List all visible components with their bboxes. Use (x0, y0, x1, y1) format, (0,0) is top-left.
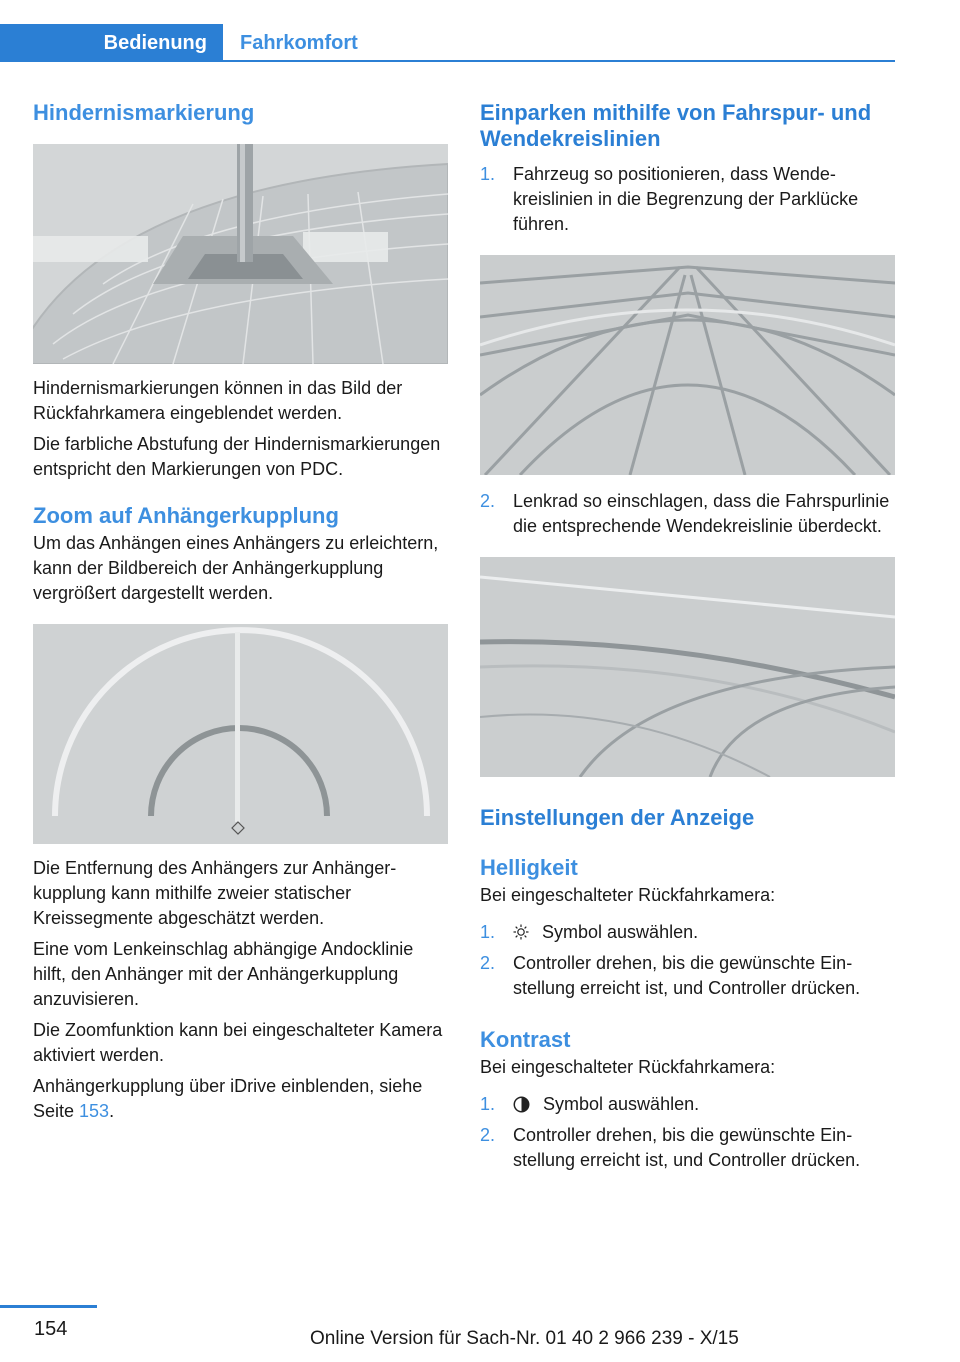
list-item (480, 951, 895, 1001)
paragraph (33, 1074, 448, 1124)
step-text: Fahrzeug so positionieren, dass Wendekreislinien in die Begrenzung der Parklücke führen. (513, 164, 859, 234)
page-number: 154 (34, 1318, 68, 1340)
steps-list (480, 162, 895, 237)
steps-list (480, 1092, 895, 1173)
paragraph: Die Zoomfunktion kann bei eingeschalteter Kamera aktiviert werden. (33, 1020, 443, 1065)
step-text: Controller drehen, bis die gewünschte Einstellung erreicht ist, und Controller drücken. (513, 1125, 861, 1170)
paragraph-text: Anhängerkupplung über iDrive einblenden, siehe Seite (33, 1076, 423, 1121)
steps-list (480, 489, 895, 539)
header-bar (0, 0, 895, 62)
parking-lines-image-2 (480, 557, 895, 777)
step-number: 2. (480, 953, 496, 973)
paragraph: Eine vom Lenkeinschlag abhängige Andocklinie hilft, den Anhänger mit der Anhängerkupplung anzuvisieren. (33, 939, 414, 1009)
contrast-icon (513, 1096, 530, 1113)
paragraph: Die farbliche Abstufung der Hindernismarkierungen entspricht den Markierungen von PDC. (33, 434, 441, 479)
list-item (480, 489, 895, 539)
step-text: Lenkrad so einschlagen, dass die Fahrspurlinie die entsprechende Wendekreislinie überdeckt. (513, 491, 890, 536)
list-item (480, 162, 895, 237)
paragraph: Hindernismarkierungen können in das Bild der Rückfahrkamera eingeblendet werden. (33, 378, 403, 423)
section-title-einparken: Einparken mithilfe von Fahrspur- und Wendekreislinien (480, 100, 872, 151)
footer-divider (0, 1305, 97, 1308)
step-number: 2. (480, 491, 496, 511)
tab-bedienung[interactable]: Bedienung (0, 24, 223, 62)
steps-list (480, 920, 895, 1001)
paragraph-text: . (109, 1101, 115, 1121)
list-item (480, 1123, 895, 1173)
step-text: Controller drehen, bis die gewünschte Einstellung erreicht ist, und Controller drücken. (513, 953, 861, 998)
tab-fahrkomfort[interactable]: Fahrkomfort (240, 31, 358, 54)
step-number: 1. (480, 164, 496, 184)
step-number: 1. (480, 922, 496, 942)
section-title-einstellungen: Einstellungen der Anzeige (480, 805, 755, 830)
step-number: 2. (480, 1125, 496, 1145)
header-divider (0, 60, 895, 62)
step-text: Symbol auswählen. (542, 922, 699, 942)
subsection-title-helligkeit: Helligkeit (480, 855, 578, 880)
step-text: Symbol auswählen. (543, 1094, 700, 1114)
subsection-title-kontrast: Kontrast (480, 1027, 571, 1052)
step-number: 1. (480, 1094, 496, 1114)
paragraph: Bei eingeschalteter Rückfahrkamera: (480, 1057, 776, 1077)
parking-lines-image-1 (480, 255, 895, 475)
sun-icon (513, 924, 529, 940)
page-link[interactable]: 153 (79, 1101, 110, 1121)
right-column (480, 100, 895, 1173)
section-title-hindernismarkierung: Hindernismarkierung (33, 100, 255, 125)
list-item (480, 1092, 895, 1117)
section-title-zoom: Zoom auf Anhängerkupplung (33, 503, 339, 528)
footer-text: Online Version für Sach-Nr. 01 40 2 966 239 - X/15 (310, 1328, 739, 1349)
paragraph: Die Entfernung des Anhängers zur Anhängerkupplung kann mithilfe zweier statischer Kreissegmente abgeschätzt werden. (33, 858, 397, 928)
left-column (33, 100, 448, 1124)
list-item (480, 920, 895, 945)
paragraph: Um das Anhängen eines Anhängers zu erleichtern, kann der Bildbereich der Anhängerkupplung vergrößert dargestellt werden. (33, 533, 439, 603)
obstacle-marking-image (33, 144, 448, 364)
trailer-hitch-zoom-image (33, 624, 448, 844)
paragraph: Bei eingeschalteter Rückfahrkamera: (480, 885, 776, 905)
